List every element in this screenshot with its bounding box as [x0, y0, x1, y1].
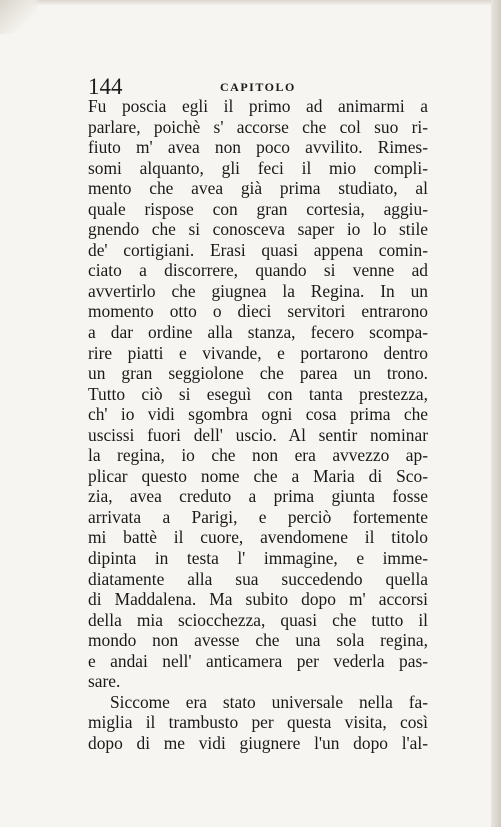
text-line: dopo di me vidi giugnere l'un dopo l'al- — [88, 732, 428, 753]
page-number: 144 — [88, 74, 123, 99]
text-line: somi alquanto, gli feci il mio compli- — [88, 157, 428, 178]
text-line: arrivata a Parigi, e perciò fortemente — [88, 506, 428, 527]
text-line: mento che avea già prima studiato, al — [88, 178, 428, 199]
text-line: e andai nell' anticamera per vederla pas- — [88, 650, 428, 671]
text-line: a dar ordine alla stanza, fecero scompa- — [88, 322, 428, 343]
text-line: un gran seggiolone che parea un trono. — [88, 363, 428, 384]
paragraph — [88, 692, 428, 754]
body-text — [88, 96, 428, 754]
text-line: sare. — [88, 671, 121, 692]
text-line: ch' io vidi sgombra ogni cosa prima che — [88, 404, 428, 425]
running-head: CAPITOLO — [220, 80, 296, 94]
paragraph — [88, 96, 428, 692]
text-line: quale rispose con gran cortesia, aggiu- — [88, 198, 428, 219]
text-line: Siccome era stato universale nella fa- — [110, 691, 428, 712]
text-line: della mia sciocchezza, quasi che tutto il — [88, 609, 428, 630]
text-line: mondo non avesse che una sola regina, — [88, 630, 428, 651]
text-line: de' cortigiani. Erasi quasi appena comin- — [88, 239, 428, 260]
page-corner-curl — [0, 0, 38, 34]
page-right-edge — [491, 0, 501, 827]
text-line: diatamente alla sua succedendo quella — [88, 568, 428, 589]
text-line: parlare, poichè s' accorse che col suo ri- — [88, 116, 428, 137]
text-line: mi battè il cuore, avendomene il titolo — [88, 527, 428, 548]
text-line: fiuto m' avea non poco avvilito. Rimes- — [88, 137, 428, 158]
text-line: la regina, io che non era avvezzo ap- — [88, 445, 428, 466]
text-line: zia, avea creduto a prima giunta fosse — [88, 486, 428, 507]
page-top-edge — [0, 0, 501, 6]
text-line: plicar questo nome che a Maria di Sco- — [88, 465, 428, 486]
text-line: Tutto ciò si eseguì con tanta prestezza, — [88, 383, 428, 404]
text-line: di Maddalena. Ma subito dopo m' accorsi — [88, 589, 428, 610]
text-line: momento otto o dieci servitori entrarono — [88, 301, 428, 322]
text-line: dipinta in testa l' immagine, e imme- — [88, 548, 428, 569]
text-line: Fu poscia egli il primo ad animarmi a — [88, 96, 428, 116]
text-line: ciato a discorrere, quando si venne ad — [88, 260, 428, 281]
text-line: uscissi fuori dell' uscio. Al sentir nominar — [88, 424, 428, 445]
text-line: rire piatti e vivande, e portarono dentro — [88, 342, 428, 363]
text-line: gnendo che si conosceva saper io lo stile — [88, 219, 428, 240]
text-line: miglia il trambusto per questa visita, così — [88, 712, 428, 733]
text-line: avvertirlo che giugnea la Regina. In un — [88, 280, 428, 301]
